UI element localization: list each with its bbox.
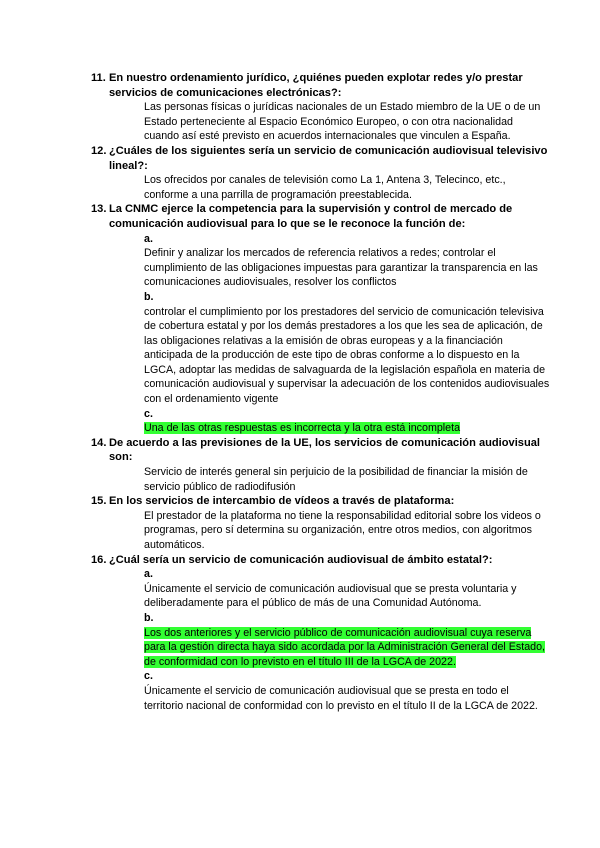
answer-text: Servicio de interés general sin perjuicio de la posibilidad de financiar la misión de servicio público de radiodifusión [144,466,528,493]
question-16 [91,553,550,714]
question-12 [91,144,550,202]
question-text [91,553,550,568]
option-text-b: controlar el cumplimiento por los prestadores del servicio de comunicación televisiva de cobertura estatal y por los demás prestadores a los que les sea de aplicación, de las obligaciones relativas a la emisión de obras europeas y a la financiación anticipada de la producción de este tipo de obras conforme a lo dispuesto en la LGCA, adoptar las medidas de salvaguarda de la legislación española en materia de comunicación audiovisual y supervisar la adecuación de los contenidos audiovisuales con el ordenamiento vigente [144,305,550,406]
question-label: ¿Cuál sería un servicio de comunicación audiovisual de ámbito estatal?: [109,553,493,566]
answer-text: Las personas físicas o jurídicas nacionales de un Estado miembro de la UE o de un Estado perteneciente al Espacio Económico Europeo, o con otra nacionalidad cuando así esté previsto en acuerdos internacionales que vinculen a España. [144,101,541,143]
question-number: 15. [91,495,107,508]
option-label-b: b. [144,611,154,624]
question-label: En nuestro ordenamiento jurídico, ¿quiénes pueden explotar redes y/o prestar servicios de comunicaciones electrónicas?: [109,72,523,99]
option-text-c-highlighted [144,421,550,436]
question-text [91,202,550,231]
question-15 [91,494,550,552]
option-label-a: a. [144,568,153,581]
highlighted-answer: Una de las otras respuestas es incorrecta y la otra está incompleta [144,422,461,435]
question-number: 16. [91,553,107,566]
question-number: 11. [91,72,106,84]
question-number: 13. [91,203,107,216]
answer-text: El prestador de la plataforma no tiene la responsabilidad editorial sobre los videos o programas, pero sí determina su organización, entre otros medios, con algoritmos automáticos. [144,509,541,551]
question-text [91,144,550,173]
question-13 [91,202,550,436]
option-text-a: Únicamente el servicio de comunicación audiovisual que se presta voluntaria y deliberadamente para el público de más de una Comunidad Autónoma. [144,582,517,610]
option-label-b: b. [144,290,154,303]
option-text-a: Definir y analizar los mercados de referencia relativos a redes; controlar el cumplimiento de las obligaciones impuestas para garantizar la transparencia en las comunicaciones audiovisuales, resolver los conflictos [144,247,538,289]
question-label: ¿Cuáles de los siguientes sería un servicio de comunicación audiovisual televisivo lineal?: [109,144,548,172]
question-text [91,436,550,465]
question-number: 14. [91,436,107,449]
option-text-b-highlighted [144,626,550,670]
option-label-c: c. [144,407,153,420]
question-label: En los servicios de intercambio de vídeos a través de plataforma: [109,495,455,508]
question-label: La CNMC ejerce la competencia para la supervisión y control de mercado de comunicación audiovisual para lo que se le reconoce la función de: [109,203,513,230]
question-text [91,71,550,100]
question-14 [91,436,550,494]
option-label-a: a. [144,232,153,245]
option-label-c: c. [144,670,153,683]
question-number: 12. [91,144,107,157]
question-text [91,494,550,509]
answer-text: Los ofrecidos por canales de televisión como La 1, Antena 3, Telecinco, etc., conforme a una parrilla de programación preestablecida. [144,174,506,201]
question-label: De acuerdo a las previsiones de la UE, los servicios de comunicación audiovisual son: [109,436,540,464]
highlighted-answer: Los dos anteriores y el servicio público de comunicación audiovisual cuya reserva para la gestión directa haya sido acordada por la Administración General del Estado, de conformidad con lo previsto en el título III de la LGCA de 2022. [144,626,546,668]
option-text-c: Únicamente el servicio de comunicación audiovisual que se presta en todo el territorio nacional de conformidad con lo previsto en el título II de la LGCA de 2022. [144,684,538,712]
question-11 [91,71,550,144]
